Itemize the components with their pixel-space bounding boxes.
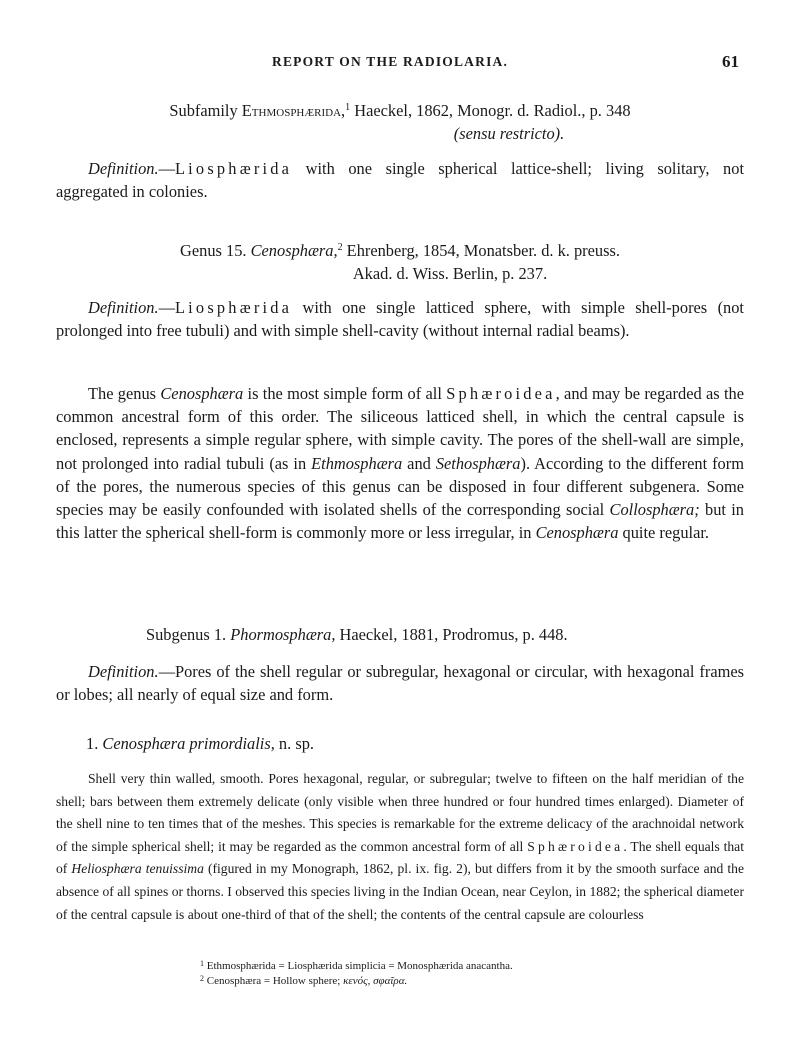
genus-definition xyxy=(56,296,744,342)
footnote-1 xyxy=(200,960,513,973)
definition-label: Definition. xyxy=(88,298,159,317)
subgenus-prefix: Subgenus 1. xyxy=(146,625,231,644)
definition-text: with one single spherical lattice-shell; living solitary, not aggregated in colonies. xyxy=(56,159,744,202)
species-number: 1. xyxy=(86,734,103,753)
subfamily-name: Ethmosphærida, xyxy=(241,101,346,120)
italic-term: Collosphæra; xyxy=(609,500,700,520)
italic-term: Cenosphæra xyxy=(535,523,619,543)
spaced-term: Sphæroidea xyxy=(527,838,624,854)
text-run: Shell very thin walled, smooth. Pores hexagonal, regular, or subregular; twelve to fifteen on the half meridian of the shell; bars between them extremely delicate (only visible when three hundred or four hundred times enlarged). Diameter of the shell nine to ten times that of the meshes. This species is remarkable for the extreme delicacy of the arachnoidal network of the simple spherical shell; it may be regarded as the common ancestral form of all xyxy=(56,771,744,854)
species-suffix: n. sp. xyxy=(274,734,314,753)
text-run: quite regular. xyxy=(618,523,710,543)
definition-dash: — xyxy=(158,298,175,317)
footnote-number: 1 xyxy=(200,959,204,968)
genus-name: Cenosphæra, xyxy=(250,241,338,260)
subgenus-definition xyxy=(56,660,744,706)
definition-dash: — xyxy=(158,159,175,178)
footnote-greek: κενός, σφαῖρα. xyxy=(343,975,408,987)
page-number: 61 xyxy=(722,52,739,71)
subfamily-sensu: (sensu restricto). xyxy=(453,124,565,144)
italic-term: Cenosphæra xyxy=(160,384,244,403)
definition-text: —Pores of the shell regular or subregular, hexagonal or circular, with hexagonal frames or lobes; all nearly of equal size and form. xyxy=(56,662,744,705)
species-name: Cenosphæra primordialis, xyxy=(102,734,275,753)
italic-term: Sethosphæra xyxy=(435,453,521,473)
subfamily-prefix: Subfamily xyxy=(169,101,238,120)
spaced-term: Sphæroidea xyxy=(446,384,556,403)
genus-citation: Ehrenberg, 1854, Monatsber. d. k. preuss. xyxy=(342,241,620,260)
spaced-term: Liosphærida xyxy=(174,298,293,317)
italic-term: Ethmosphæra xyxy=(311,453,403,473)
subfamily-citation: Haeckel, 1862, Monogr. d. Radiol., p. 348 xyxy=(350,101,631,120)
subfamily-definition xyxy=(56,157,744,203)
genus-paragraph xyxy=(56,382,744,544)
definition-text: with one single latticed sphere, with simple shell-pores (not prolonged into free tubuli) and with simple shell-cavity (without internal radial beams). xyxy=(56,298,744,341)
text-run: but in this latter the spherical shell-form is commonly more or less irregular, in xyxy=(56,500,745,543)
definition-label: Definition. xyxy=(88,662,159,681)
text-run: ). According to the different form of the pores, the numerous species of this genus can be disposed in four different subgenera. Some species may be easily confounded with isolated shells of the corresponding social xyxy=(56,453,744,520)
text-run: The genus xyxy=(88,384,161,403)
subgenus-heading xyxy=(56,623,744,646)
footnote-number: 2 xyxy=(200,974,204,983)
definition-label: Definition. xyxy=(88,159,159,178)
subgenus-name: Phormosphæra, xyxy=(230,625,336,644)
footnote-text: Ethmosphærida = Liosphærida simplicia = Monosphærida anacantha. xyxy=(204,960,513,972)
subgenus-citation: Haeckel, 1881, Prodromus, p. 448. xyxy=(335,625,568,644)
genus-citation-line2: Akad. d. Wiss. Berlin, p. 237. xyxy=(352,264,548,284)
footnote-2 xyxy=(200,975,407,988)
species-heading xyxy=(56,732,744,755)
page-header xyxy=(0,54,800,76)
genus-prefix: Genus 15. xyxy=(180,241,251,260)
footnote-text: Cenosphæra = Hollow sphere; xyxy=(204,975,344,987)
subfamily-heading xyxy=(56,99,744,145)
genus-heading xyxy=(56,239,744,285)
italic-term: Heliosphæra tenuissima xyxy=(71,861,204,877)
text-run: and xyxy=(402,453,436,473)
footnote-ref-1: 1 xyxy=(345,102,351,113)
species-description xyxy=(56,768,744,926)
running-title: REPORT ON THE RADIOLARIA. xyxy=(272,54,509,69)
text-run: (figured in my Monograph, 1862, pl. ix. fig. 2), but differs from it by the smooth surface and the absence of all spines or thorns. I observed this species living in the Indian Ocean, near Ceylon, in 1882; the spherical diameter of the central capsule is about one-third of that of the shell; the contents of the central capsule are colourless xyxy=(56,861,744,922)
spaced-term: Liosphærida xyxy=(174,159,293,178)
footnote-ref-2: 2 xyxy=(337,242,343,253)
text-run: is the most simple form of all xyxy=(243,384,447,403)
text-run: , and may be regarded as the common ancestral form of this order. The siliceous latticed shell, in which the central capsule is enclosed, represents a simple regular sphere, with simple cavity. The pores of the shell-wall are simple, not prolonged into radial tubuli (as in xyxy=(56,384,744,473)
text-run: . The shell equals that of xyxy=(56,838,744,877)
